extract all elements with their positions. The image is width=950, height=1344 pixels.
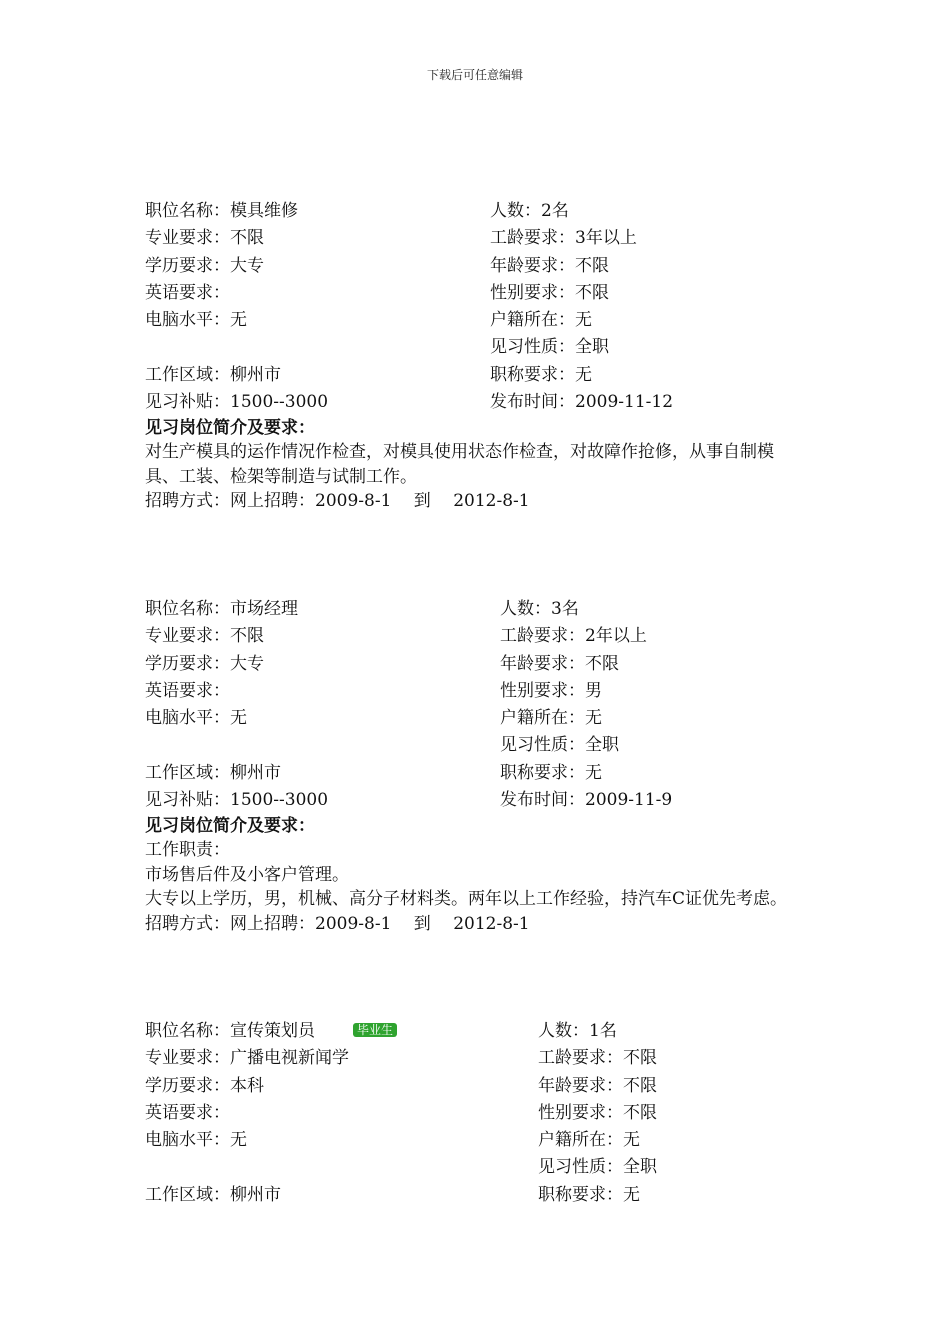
recruit-method: 招聘方式：网上招聘：2009-8-1 到 2012-8-1 [145, 913, 530, 934]
experience-requirement: 工龄要求：2年以上 [500, 626, 647, 647]
graduate-badge: 毕业生 [353, 1023, 397, 1037]
info-row [145, 1100, 825, 1127]
english-requirement: 英语要求： [145, 680, 230, 701]
computer-level: 电脑水平：无 [145, 310, 247, 331]
internship-nature: 见习性质：全职 [538, 1157, 657, 1178]
computer-level: 电脑水平：无 [145, 708, 247, 729]
major-requirement: 专业要求：广播电视新闻学 [145, 1048, 349, 1069]
work-area: 工作区域：柳州市 [145, 762, 281, 783]
position-name: 职位名称：宣传策划员 [145, 1021, 315, 1041]
experience-requirement: 工龄要求：不限 [538, 1048, 657, 1069]
info-row [145, 787, 825, 814]
gender-requirement: 性别要求：不限 [490, 282, 609, 303]
job-listing-mold-maintenance [145, 198, 825, 514]
hukou: 户籍所在：无 [500, 708, 602, 729]
gender-requirement: 性别要求：男 [500, 680, 602, 701]
info-row [145, 760, 825, 787]
info-row [145, 225, 825, 252]
age-requirement: 年龄要求：不限 [500, 653, 619, 674]
intro-text: 对生产模具的运作情况作检查，对模具使用状态作检查，对故障作抢修，从事自制模具、工装、检架等制造与试制工作。 [145, 442, 774, 487]
major-requirement: 专业要求：不限 [145, 626, 264, 647]
major-requirement: 专业要求：不限 [145, 228, 264, 249]
info-row [145, 596, 825, 623]
age-requirement: 年龄要求：不限 [490, 255, 609, 276]
info-row [145, 705, 825, 732]
requirement-text: 大专以上学历，男，机械、高分子材料类。两年以上工作经验，持汽车C证优先考虑。 [145, 889, 788, 910]
info-row [145, 1182, 825, 1209]
english-requirement: 英语要求： [145, 282, 230, 303]
title-requirement: 职称要求：无 [500, 762, 602, 783]
position-name-group [145, 1018, 397, 1045]
info-row [145, 362, 825, 389]
headcount: 人数：3名 [500, 599, 579, 619]
hukou: 户籍所在：无 [538, 1130, 640, 1151]
intro-heading: 见习岗位简介及要求： [145, 418, 315, 439]
info-row [145, 198, 825, 225]
info-row [145, 280, 825, 307]
info-row [145, 1073, 825, 1100]
internship-nature: 见习性质：全职 [490, 337, 609, 358]
info-row [145, 1154, 825, 1181]
info-row [145, 253, 825, 280]
publish-date: 发布时间：2009-11-12 [490, 392, 674, 413]
education-requirement: 学历要求：本科 [145, 1075, 264, 1096]
info-row [145, 651, 825, 678]
job-listing-market-manager [145, 596, 825, 936]
education-requirement: 学历要求：大专 [145, 653, 264, 674]
headcount: 人数：1名 [538, 1021, 617, 1041]
job-listing-publicity-planner [145, 1018, 825, 1209]
duty-label: 工作职责： [145, 840, 230, 861]
headcount: 人数：2名 [490, 201, 569, 221]
work-area: 工作区域：柳州市 [145, 364, 281, 385]
info-row [145, 732, 825, 759]
age-requirement: 年龄要求：不限 [538, 1075, 657, 1096]
info-row [145, 389, 825, 416]
info-row [145, 1045, 825, 1072]
subsidy: 见习补贴：1500--3000 [145, 392, 329, 413]
work-area: 工作区域：柳州市 [145, 1184, 281, 1205]
subsidy: 见习补贴：1500--3000 [145, 790, 329, 811]
position-name: 职位名称：模具维修 [145, 201, 298, 221]
info-row [145, 307, 825, 334]
experience-requirement: 工龄要求：3年以上 [490, 228, 637, 249]
info-row [145, 1127, 825, 1154]
hukou: 户籍所在：无 [490, 310, 592, 331]
recruit-method: 招聘方式：网上招聘：2009-8-1 到 2012-8-1 [145, 491, 530, 512]
info-row [145, 1018, 825, 1045]
publish-date: 发布时间：2009-11-9 [500, 790, 673, 811]
computer-level: 电脑水平：无 [145, 1130, 247, 1151]
title-requirement: 职称要求：无 [490, 364, 592, 385]
gender-requirement: 性别要求：不限 [538, 1102, 657, 1123]
duty-text: 市场售后件及小客户管理。 [145, 864, 349, 885]
english-requirement: 英语要求： [145, 1102, 230, 1123]
info-row [145, 678, 825, 705]
title-requirement: 职称要求：无 [538, 1184, 640, 1205]
internship-nature: 见习性质：全职 [500, 735, 619, 756]
info-row [145, 623, 825, 650]
info-row [145, 334, 825, 361]
position-name: 职位名称：市场经理 [145, 599, 298, 619]
intro-heading: 见习岗位简介及要求： [145, 816, 315, 837]
header-note: 下载后可任意编辑 [426, 68, 523, 82]
education-requirement: 学历要求：大专 [145, 255, 264, 276]
